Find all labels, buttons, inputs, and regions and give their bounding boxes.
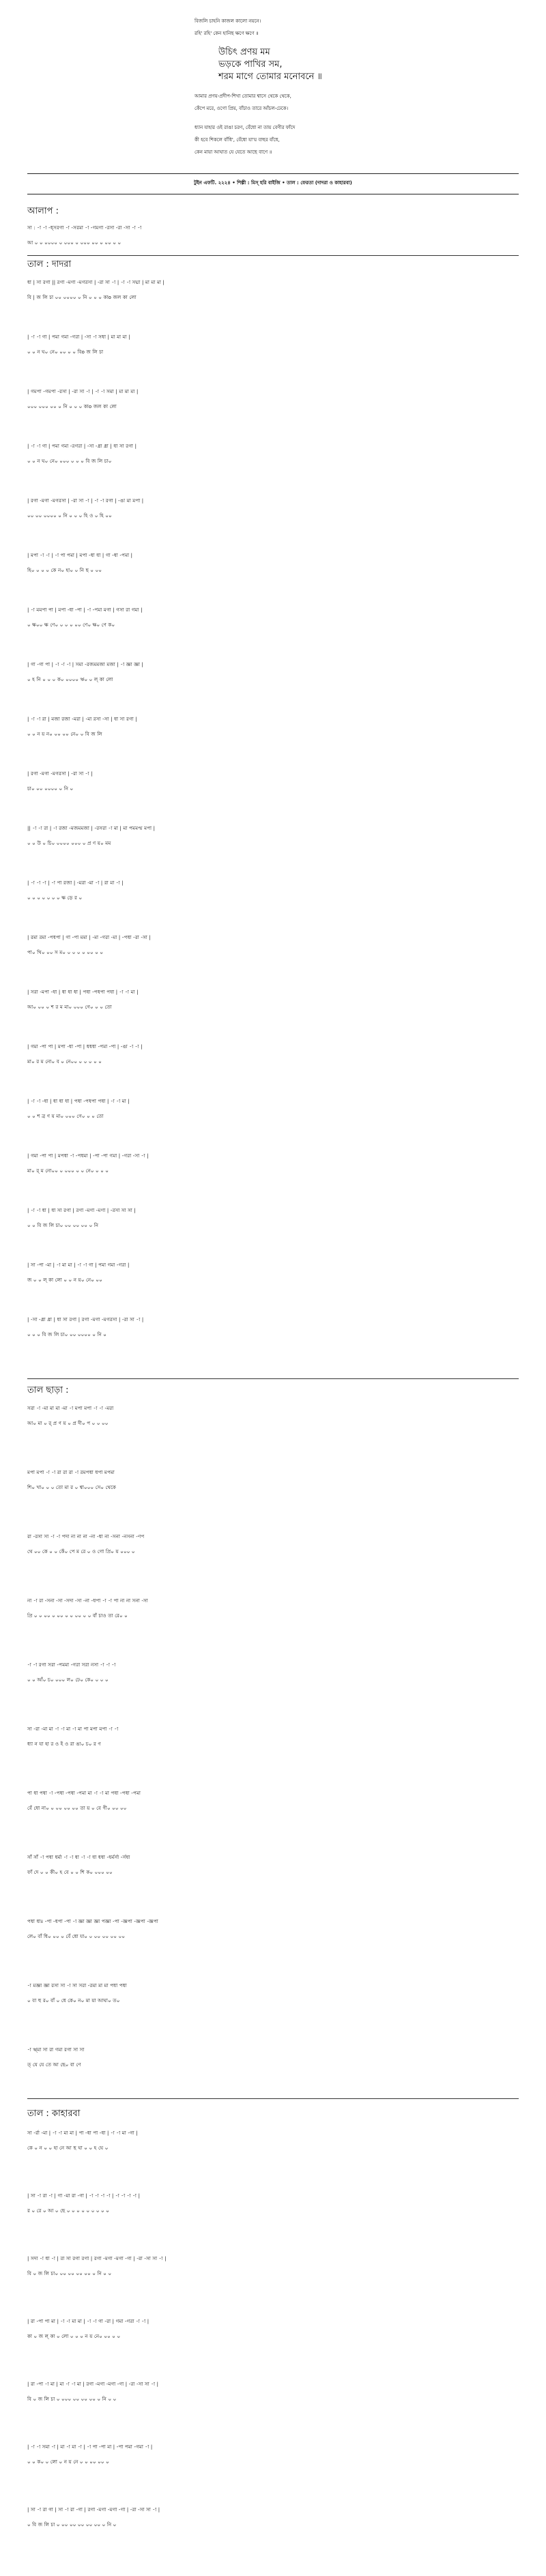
- notation-row: [27, 2442, 523, 2468]
- lyric-line: শরম মাগে তোমার মনোবনে ॥: [218, 72, 322, 82]
- swara-line: | গমা -পা পা | মপা -ধা -পা | ধধধা -পমা -পা | -ঙা -া -া |: [27, 1044, 143, 1050]
- swara-line: না -া রা -সনা -সা -সদা -সা -না -ধপা -া -া পা না না সনা -সা: [27, 1598, 148, 1604]
- notation-row: [27, 1096, 523, 1122]
- swara-line: | সরা -মপা -ধা | ধা ধা ধা | পধা -পধপা পধা | -া -া মা |: [27, 989, 139, 995]
- swara-line: | রা -পা পা মা | -া -া মা মা | -া -া গা -রা | গমা -গরা -া -া |: [27, 2319, 149, 2324]
- syllable-line: ০ ০ ক০ ০ লো ০ ন য় নে ০ ০ ০০ ০০ ০: [27, 2459, 109, 2465]
- lyric-stanza: [218, 46, 546, 83]
- syllable-line: হি০ ০ ০ ০ কে ন০ হা০ ০ নি ছ ০ ০০: [27, 568, 102, 573]
- swara-line: | সা -পা -মা | -া মা মা | -া -া গা | পমা গমা -গরা |: [27, 1262, 130, 1268]
- notation-row: [27, 1724, 523, 1750]
- notation-row: [27, 2128, 523, 2154]
- lyric-line: আমার প্রণয়-প্রদীপ-শিখা তোমার শ্বাসে থেকে থেকে,: [195, 93, 291, 99]
- syllable-line: ০ ০ ০ বি জ লি চা০ ০০ ০০০০ ০ নি ০: [27, 1332, 107, 1337]
- syllable-line: র ০ রে ০ আ ০ ছে ০ ০ ০ ০ ০ ০ ০ ০ ০: [27, 2208, 109, 2214]
- notation-row: [27, 823, 523, 849]
- swara-line: | রা -পা -া মা | মা -া -া মা | রগা -মগা -মগা -গা | -রা -সা সা -া |: [27, 2382, 159, 2387]
- syllable-line: লে০ বাঁ ধি০ ০০ ০ বেঁ ধো যা০ ০ ০০ ০০ ০০ ০০: [27, 1934, 126, 1939]
- lyric-line: উচিৎ প্রণয় মম: [218, 47, 270, 57]
- swara-line: | সা -া রা গা | সা -া রা -গা | রগা -মগা -মগা -গা | -রা -সা সা -া |: [27, 2507, 160, 2513]
- swara-line: | মপা -া -া | -া পা পমা | মপা -ধা ধা | গা -ধা -পমা |: [27, 553, 133, 558]
- lyric-line: ভড়কে পাখির সম,: [218, 59, 283, 70]
- notation-row: [27, 1788, 523, 1814]
- lyric-stanza: [195, 15, 546, 40]
- notation-row: [27, 1980, 523, 2006]
- swara-line: | -া -া সমা -া | মা -া মা -া | -া পা -পা মা | -পা পমা -গমা -া |: [27, 2444, 153, 2450]
- lyric-stanza: [195, 121, 546, 158]
- swara-line: | -া -া ধা | ধা সা রগা | রগা -মগা -মগা | -রসা সা সা |: [27, 1208, 136, 1213]
- notation-row: [27, 605, 523, 631]
- heading-free-rhythm: তাল ছাড়া :: [27, 1385, 69, 1395]
- lyric-line: রহি' রহি' কেন হানিছ ক্ষণে ক্ষণে ॥: [195, 31, 259, 36]
- swara-line: পা ধা পধা -া -পধা -পধা -পমা মা -া -া মা পধা -পধা -পমা: [27, 1791, 141, 1796]
- notation-row: [27, 332, 523, 358]
- swara-line: | -সা -ধ্রা ধ্রা | ধা সা রগা | রগা -মগা -মগরসা | -রা সা -া |: [27, 1317, 144, 1322]
- swara-line: | গা -গা পা | -া -া -া | সমা -রজমমজা মজা | -া জ্ঞা জ্ঞা |: [27, 662, 144, 667]
- notation-row: [27, 2044, 523, 2070]
- syllable-line: ০ ০ আঁ০ চ০ ০০০ ল০ ঢে০ কে০ ০ ০ ০: [27, 1677, 109, 1683]
- syllable-line: ০ ০ ন ঘ০ নে০ ০০০ ০ ০ ০ বি জ লি চা০: [27, 459, 112, 464]
- swara-line: পধা ধাঃ -পা -ধপা -পা -া জ্ঞা জ্ঞা জ্ঞা পজ্ঞা -পা -জ্ঞপা -জ্ঞপা -জ্ঞপা: [27, 1919, 158, 1924]
- notation-row: [27, 1314, 523, 1340]
- swara-line: -া ঋ্মা সা রা গমা রগা সা সা: [27, 2047, 85, 2053]
- syllable-line: প্রি ০ ০ ০০ ০ ০০ ০ ০ ০০ ০ ০ বাঁ চাও তা রে০ ০: [27, 1613, 128, 1619]
- lyric-line: কেঁপে মরে, ওগো প্রিয়, বাঁচাও তারে আঁচল-ঢেকে।: [195, 106, 289, 111]
- swara-line: মপা মপা -া -া রা রা রা -া রমপধা ধপা মপমা: [27, 1470, 115, 1475]
- lyrics-block: [0, 15, 546, 165]
- notation-row: [27, 1852, 523, 1878]
- lyric-line: কী হবে শিকলে বাঁধি', বেঁধো যা'য় বাহুর বাঁধে,: [195, 137, 280, 143]
- notation-row: [27, 714, 523, 740]
- syllable-line: মা০ র ম নো০ ব ০ নে০০ ০ ০ ০ ০ ০: [27, 1059, 102, 1065]
- notation-row: [27, 1260, 523, 1286]
- syllable-line: থে ০০ কে ০ ০ কেঁ০ পে ম রে ০ ও গো প্রি০ য় ০০০ ০: [27, 1549, 135, 1554]
- notation-row: [27, 2253, 523, 2279]
- swara-line: ধা | সা রগা || রগা -মগা -মগরসা | -রা সা -া | -া -া সদ্মা | মা মা মা |: [27, 280, 165, 285]
- notation-row: [27, 1041, 523, 1067]
- notation-row: [27, 550, 523, 576]
- notation-row: [27, 1531, 523, 1557]
- notation-row: [27, 1403, 523, 1429]
- heading-alap: আলাপ :: [27, 206, 59, 216]
- swara-line: | -া মমপা পা | মপা -ধা -পা | -া -পমা মগা | গসা রা গমা |: [27, 607, 143, 613]
- notation-row: [27, 386, 523, 412]
- syllable-line: আ০ মা ০ র্ প্র ণ য় ০ প্র দী০ প ০ ০ ০০: [27, 1421, 109, 1426]
- swara-line: | রগা -মগা -মগরসা | -রা সা -া | -া -া রগা | -ঙা মা মপা |: [27, 498, 144, 504]
- syllable-line: ০ ০ ন য় ন০ ০০ ০০ নে০ ০ বি জ লি: [27, 732, 102, 737]
- syllable-line: ০ ক্ষ০০ ক্ষ ণে০ ০ ০ ০ ০০ ণে০ ক্ষ০ ণে ক০: [27, 622, 115, 628]
- notation-row: [27, 768, 523, 794]
- syllable-line: কে ০ ন ০ ০ হা নে আ ছ ঘা ০ ০ হ ঘে ০: [27, 2145, 109, 2151]
- page-title: টুইন এফটি. ২২২৪ • শিল্পী : মিস্ হরি বাইজি • তাল : ফেরতা (দাদরা ও কাহারবা): [194, 180, 352, 186]
- syllable-line: শি০ খা০ ০ ০ তো মা র ০ শ্বা০০০ সে০ থেকে: [27, 1485, 117, 1490]
- syllable-line: আ০ ০০ ০ শ র ম মা০ ০০০ গে০ ০ ০ তো: [27, 1004, 112, 1010]
- notation-row: [27, 222, 523, 248]
- notation-row: [27, 1660, 523, 1685]
- lyric-stanza: [195, 90, 546, 115]
- syllable-line: আ ০ ০ ০০০০ ০ ০০০ ০ ০০০ ০০ ০ ০০ ০ ০: [27, 240, 121, 246]
- syllable-line: বেঁ ধো না০ ০ ০০ ০০ ০০ তা য় ০ বে ণী০ ০০ ০০: [27, 1806, 127, 1811]
- notation-row: [27, 1595, 523, 1621]
- swara-line: সরা -া -মা মা মা -মা -া মপা মপা -া -া -মরা: [27, 1406, 114, 1411]
- swara-line: সা : -া -া -ধ্সরগা -া -সরমা -া -গমগা -রসা -রা -সা -া -া: [27, 225, 142, 231]
- swara-line: সা -রা -মা মা -া -া মা -া মা পা মপা মপা -া -া: [27, 1726, 119, 1732]
- swara-line: সা -র্রা -মা | -া -া মা মা | পা -ধা পা -ধা | -া -া মা -গা |: [27, 2130, 138, 2136]
- notation-row: [27, 2379, 523, 2405]
- notation-row: [27, 441, 523, 467]
- notation-row: [27, 987, 523, 1013]
- notation-row: [27, 2190, 523, 2216]
- syllable-line: মা০ র্ ম নো০০ ০ ০০০ ০ ০ নে০ ০ ০ ০: [27, 1168, 109, 1174]
- section-divider: [27, 1378, 519, 1379]
- heading-dadra: তাল : দাদরা: [27, 259, 72, 270]
- syllable-line: বি ০ জ লি চা০ ০০ ০০ ০০ ০০ ০ নি ০ ০: [27, 2271, 112, 2276]
- swara-line: || -া -া রা | -া রজা -মজমমজা | -রসরা -া মা | মা পমমপ্ম মপা |: [27, 826, 156, 831]
- notation-row: [27, 2316, 523, 2342]
- syllable-line: বি ০ জ লি চা ০ ০০০ ০০ ০০ ০০ ০ নি ০ ০: [27, 2397, 117, 2402]
- notation-row: [27, 1916, 523, 1942]
- syllable-line: ০ ০ ন ঘ০ নে০ ০০ ০ ০ বিo জ লি চা: [27, 349, 104, 355]
- syllable-line: ত্ যে যে তে আ ছে০ বা ণে: [27, 2062, 81, 2068]
- swara-line: | -া -া গা | পমা গমা -রগরা | -সা -ধ্রা ধ্রা | ধা সা রগা |: [27, 444, 137, 449]
- syllable-line: ০ হ নি ০ ০ ০ ক০ ০০০০ ঋ০ ০ ল্ কা লো: [27, 677, 113, 682]
- notation-row: [27, 277, 523, 303]
- syllable-line: ০ বা হু র০ বাঁ ০ ধে কে০ ন০ মা য়া আঘা০ ত০: [27, 1998, 120, 2003]
- title-rule-top: [27, 173, 519, 174]
- section-divider: [27, 255, 519, 256]
- syllable-line: ০ ০ ০ ০ ০ ০ ০ ক্ষ ড়ে র ০: [27, 895, 83, 901]
- lyric-line: ধ্যান যাহার ওই রাঙা চরণ, বেঁধো না তায় বেণীর ফাঁদে: [195, 125, 296, 130]
- syllable-line: ফাঁ দে ০ ০ কী০ হ বে ০ ০ শি ক০ ০০০ ০০: [27, 1870, 113, 1875]
- notation-row: [27, 1467, 523, 1493]
- syllable-line: ০ ০ বি জ লি চা০ ০০ ০০ ০০ ০ নি: [27, 1223, 99, 1228]
- swara-line: | -া -া রা | মজা রজা -মরা | -মা রসা -সা | ধা সা রগা |: [27, 717, 137, 722]
- syllable-line: পা০ খি০ ০০ স ম০ ০ ০ ০ ০ ০০ ০ ০: [27, 950, 104, 955]
- swara-line: | গমা -পা পা | মপধা -া -পধমা | -পা -পা গমা | -গরা -সা -া |: [27, 1153, 149, 1159]
- syllable-line: ০ ০ উ ০ চি০ ০০০০ ০০০ ০ প্র ণ য়০ মম: [27, 841, 111, 846]
- section-divider: [27, 2098, 519, 2099]
- notation-row: [27, 1205, 523, 1231]
- swara-line: | -া -া গা | পমা গমা -গরা | -সা -া সধা | মা মা মা |: [27, 334, 130, 340]
- syllable-line: ০ ০ শ ব্র ণ য় মা০ ০০০ গে০ ০ ০ তো: [27, 1114, 104, 1119]
- swara-line: | সা -া রা -া | গা -মা রা -গা | -া -া -া -া | -া -া -া -া |: [27, 2193, 141, 2199]
- syllable-line: ০০ ০০ ০০০০ ০ নি ০ ০ ০ হি ও ০ হি ০০: [27, 513, 112, 519]
- swara-line: | -া -া -া | -া পা রজা | -মরা -মা -া | রা মা -া |: [27, 880, 124, 886]
- notation-row: [27, 659, 523, 685]
- syllable-line: কা ০ জ ল্ কা ০ লো ০ ০ ০ ন য় নে০ ০০ ০ ০: [27, 2334, 121, 2339]
- notation-row: [27, 495, 523, 521]
- syllable-line: ০ বি জ লি চা ০ ০০ ০০ ০০ ০০ ০০ ০ নি ০: [27, 2522, 117, 2528]
- swara-line: | রমা রমা -পধপা | গা -পা মমা | -মা -গরা -মা | -পধা -রা -সা |: [27, 935, 151, 940]
- notation-row: [27, 878, 523, 903]
- swara-line: সাঁ সাঁ -া পধা ধর্মা -া -া ধা -া -া ধা ধধা -ধর্মর্সা -র্সধা: [27, 1855, 130, 1860]
- swara-line: -া মজ্ঞা জ্ঞা রসা সা -া সা সরা -রমা মা মা পধা পধা: [27, 1983, 127, 1988]
- swara-line: | গমপা -গমপা -রসা | -রা সা -া | -া -া সমা | মা মা মা |: [27, 389, 139, 394]
- syllable-line: বি | জ লি চা ০০ ০০০০ ০ নি ০ ০ ০ কাo জল কা লো: [27, 295, 136, 300]
- lyric-line: কেন মায়া আঘাত যে যেতে আছে বাণে ॥: [195, 149, 272, 155]
- swara-line: | রগা -মগা -মগরসা | -রা সা -া |: [27, 771, 93, 777]
- notation-row: [27, 932, 523, 958]
- swara-line: রা -রসা সা -া -া পদা না না না -না -ধা না -সনা -নসনা -ণপ: [27, 1534, 145, 1539]
- notation-row: [27, 2504, 523, 2530]
- syllable-line: জ ০ ০ ল্ কা লো ০ ০ ন য়০ নে০ ০০: [27, 1277, 102, 1283]
- swara-line: -া -া রগা সরা -পমমা -গরা সরা নসা -া -া -া: [27, 1662, 116, 1668]
- swara-line: | -া -া -ধা | ধা ধা ধা | পধা -পধপা পধা | -া -া মা |: [27, 1099, 130, 1104]
- syllable-line: ধ্যা ন যা হা র ও ই ও রা ঙা০ চ০ র ণ: [27, 1741, 101, 1747]
- heading-kaharba: তাল : কাহারবা: [27, 2109, 81, 2119]
- swara-line: | সদা -া ধা -া | রা সা রগা রগা | রগা -মগা -মগা -গা | -রা -সা সা -া |: [27, 2256, 167, 2261]
- lyric-line: বিজলি চাহনি কাজল কালো নয়নে।: [195, 18, 261, 24]
- syllable-line: চা০ ০০ ০০০০ ০ নি ০: [27, 786, 74, 792]
- syllable-line: ০০০ ০০০ ০০ ০ নি ০ ০ ০ কাo জল কা লো: [27, 404, 117, 409]
- notation-row: [27, 1150, 523, 1176]
